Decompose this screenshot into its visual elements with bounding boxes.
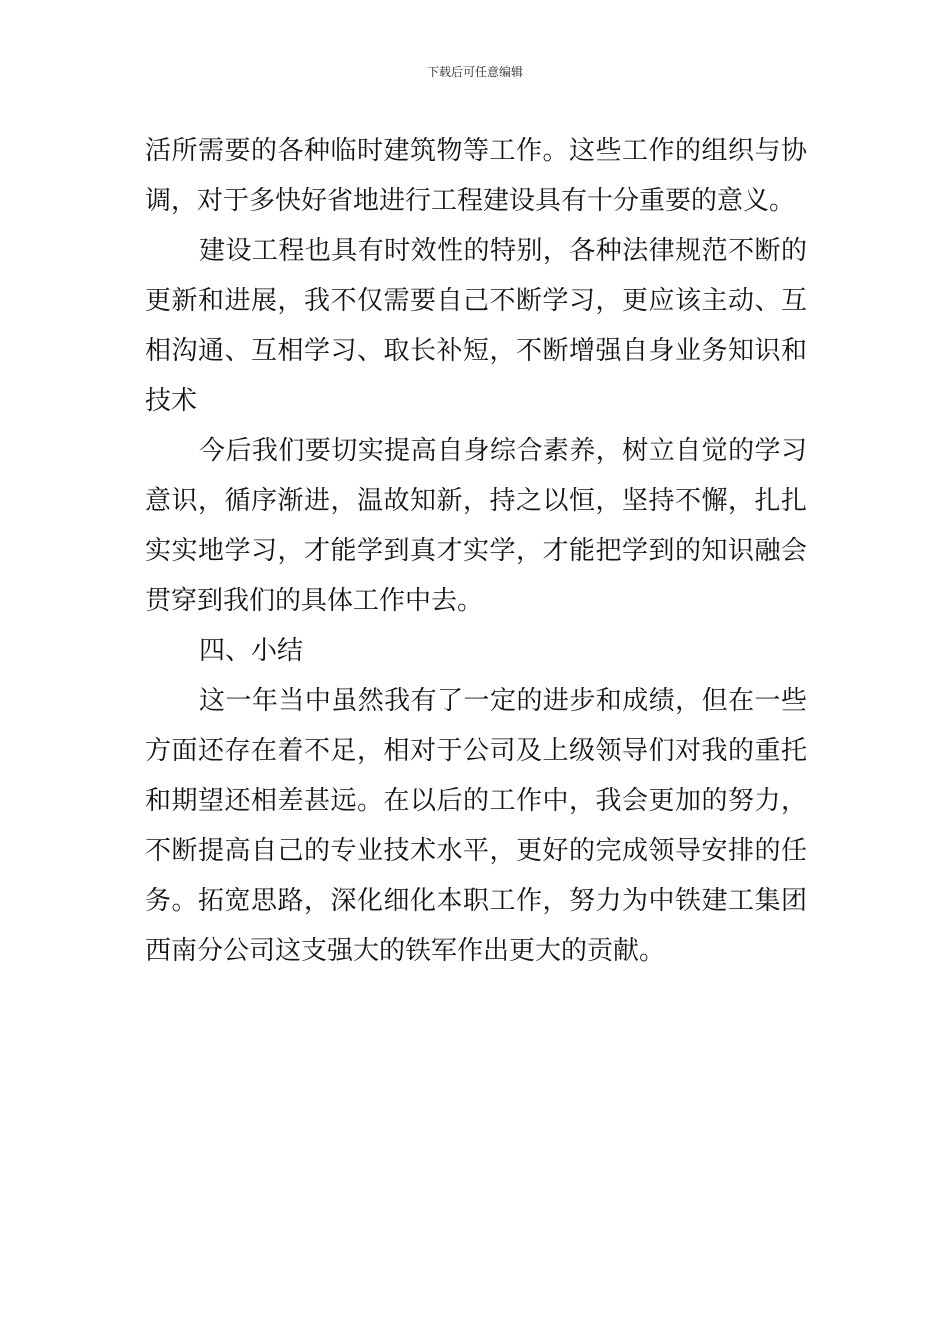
- paragraph-continued: 活所需要的各种临时建筑物等工作。这些工作的组织与协调，对于多快好省地进行工程建设具有十分重要的意义。: [145, 136, 807, 216]
- page-header: 下载后可任意编辑: [426, 65, 523, 79]
- paragraph-timeliness: 建设工程也具有时效性的特别，各种法律规范不断的更新和进展，我不仅需要自己不断学习，更应该主动、互相沟通、互相学习、取长补短，不断增强自身业务知识和技术: [145, 236, 807, 416]
- paragraph-summary: 这一年当中虽然我有了一定的进步和成绩，但在一些方面还存在着不足，相对于公司及上级领导们对我的重托和期望还相差甚远。在以后的工作中，我会更加的努力，不断提高自己的专业技术水平，更好的完成领导安排的任务。拓宽思路，深化细化本职工作，努力为中铁建工集团西南分公司这支强大的铁军作出更大的贡献。: [145, 686, 807, 966]
- section-heading-summary: 四、小结: [199, 636, 304, 666]
- document-body: [145, 126, 807, 976]
- paragraph-future-study: 今后我们要切实提高自身综合素养，树立自觉的学习意识，循序渐进，温故知新，持之以恒，坚持不懈，扎扎实实地学习，才能学到真才实学，才能把学到的知识融会贯穿到我们的具体工作中去。: [145, 436, 807, 616]
